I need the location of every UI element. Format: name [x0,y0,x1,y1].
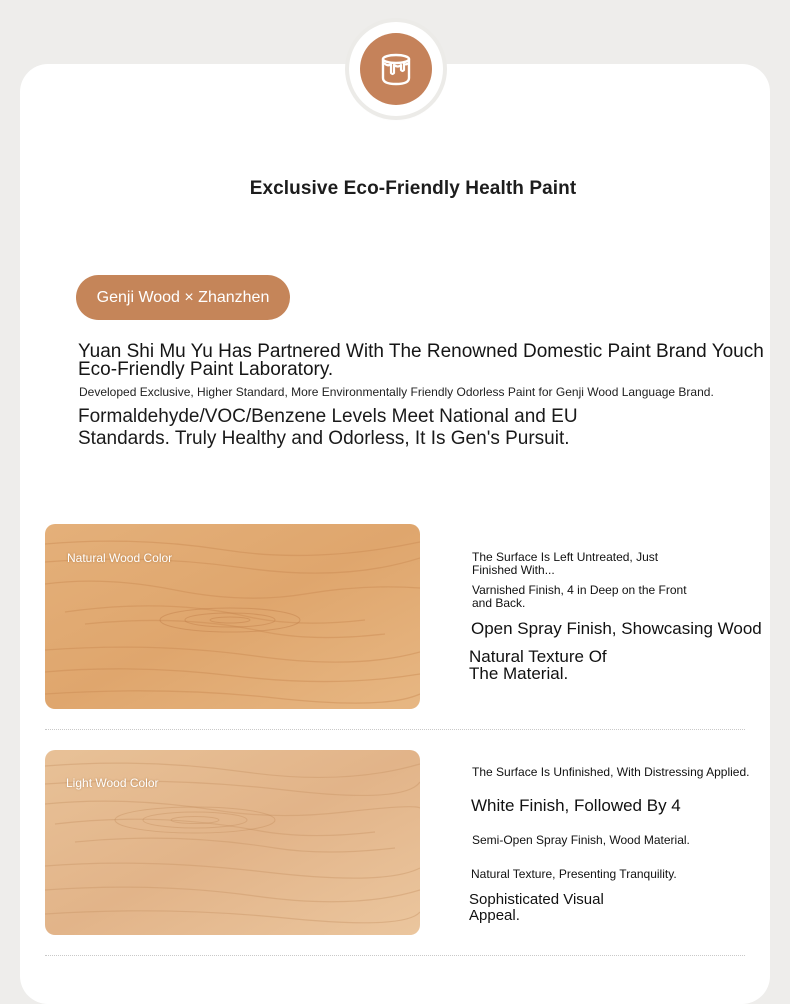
partnership-headline [78,343,790,379]
light-wood-image [45,750,420,935]
headline-line-1: Yuan Shi Mu Yu Has Partnered With The Renowned Domestic Paint Brand Youch [78,341,764,362]
light-finish-line-2: White Finish, Followed By 4 [471,796,681,815]
light-finish-line-1: The Surface Is Unfinished, With Distressing Applied. [472,765,750,779]
natural-finish-line-1: The Surface Is Left Untreated, Just Finished With... [472,550,659,577]
standards-statement: Formaldehyde/VOC/Benzene Levels Meet National and EU Standards. Truly Healthy and Odorless, It Is Gen's Pursuit. [78,406,578,449]
natural-wood-image [45,524,420,709]
section-divider [45,955,745,956]
brand-partnership-pill: Genji Wood × Zhanzhen [76,275,290,320]
natural-finish-line-2: Varnished Finish, 4 in Deep on the Front and Back. [472,583,687,610]
badge-ring [349,22,443,116]
light-finish-line-3: Semi-Open Spray Finish, Wood Material. [472,833,690,847]
paint-bucket-icon [376,49,416,89]
section-divider [45,729,745,730]
paint-bucket-badge [360,33,432,105]
partnership-subline: Developed Exclusive, Higher Standard, More Environmentally Friendly Odorless Paint for Genji Wood Language Brand. [79,385,714,399]
natural-wood-label: Natural Wood Color [67,551,173,565]
light-finish-line-4: Natural Texture, Presenting Tranquility. [471,867,677,881]
headline-line-2: Eco-Friendly Paint Laboratory. [78,359,334,380]
light-wood-label: Light Wood Color [66,776,159,790]
light-finish-line-5: Sophisticated Visual Appeal. [469,891,604,924]
natural-finish-line-4: Natural Texture Of The Material. [469,647,607,683]
page-title: Exclusive Eco-Friendly Health Paint [249,178,577,199]
natural-finish-line-3: Open Spray Finish, Showcasing Wood [471,619,762,638]
